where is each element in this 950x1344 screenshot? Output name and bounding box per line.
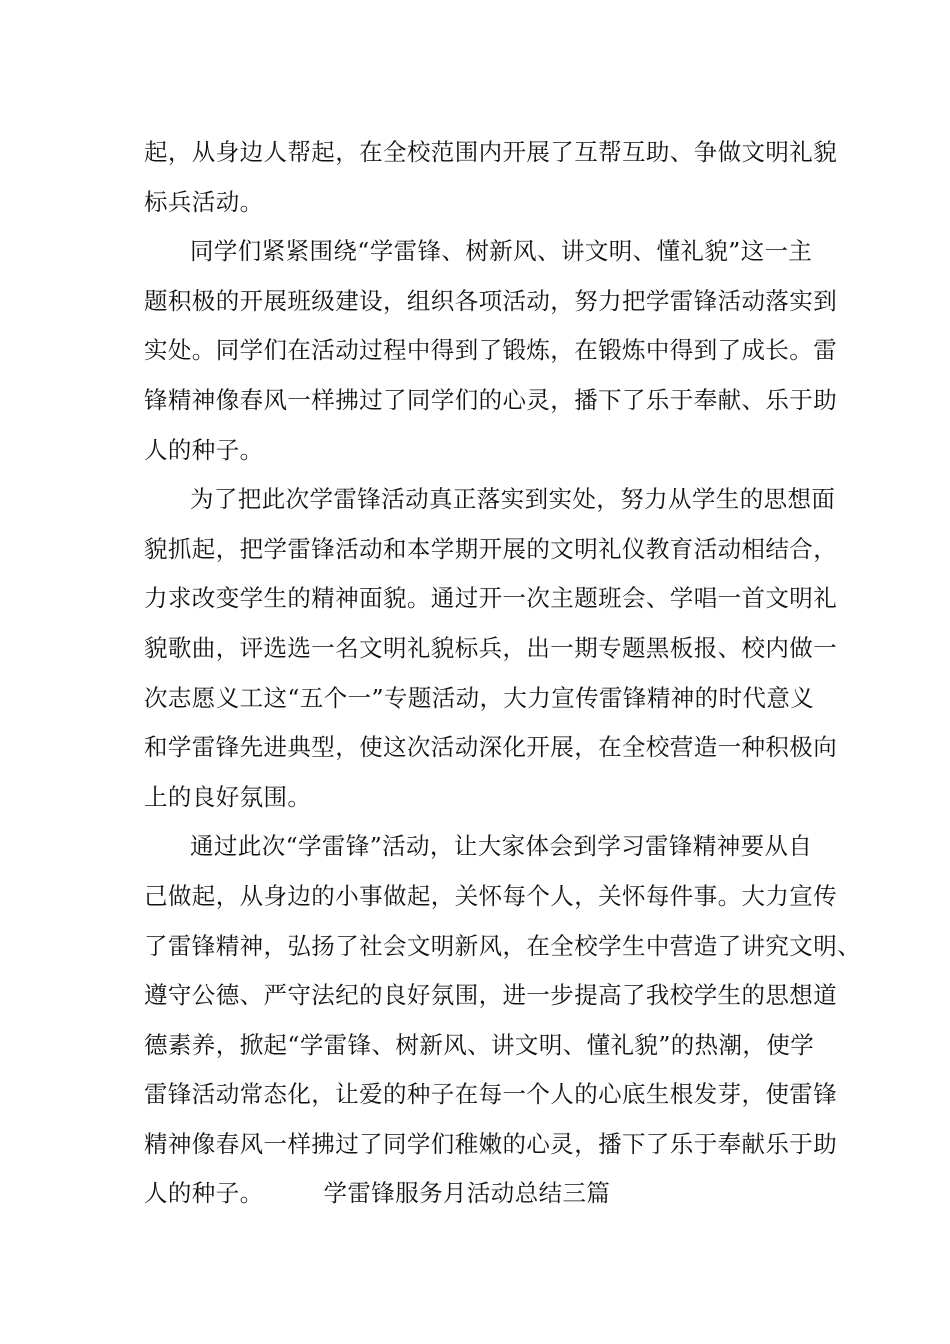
text-line: 同学们紧紧围绕“学雷锋、树新风、讲文明、懂礼貌”这一主 xyxy=(190,237,813,266)
text-line: 为了把此次学雷锋活动真正落实到实处，努力从学生的思想面 xyxy=(190,485,836,514)
text-line: 和学雷锋先进典型，使这次活动深化开展，在全校营造一种积极向 xyxy=(144,733,838,762)
next-section-title: 学雷锋服务月活动总结三篇 xyxy=(323,1179,611,1208)
paragraph-4 xyxy=(144,822,861,1219)
text-line: 精神像春风一样拂过了同学们稚嫩的心灵，播下了乐于奉献乐于助 xyxy=(144,1129,838,1158)
text-line: 上的良好氛围。 xyxy=(144,782,312,811)
text-line: 德素养，掀起“学雷锋、树新风、讲文明、懂礼貌”的热潮，使学 xyxy=(144,1030,815,1059)
paragraph-1 xyxy=(144,128,838,227)
text-line: 实处。同学们在活动过程中得到了锻炼，在锻炼中得到了成长。雷 xyxy=(144,336,838,365)
text-line-final xyxy=(144,1169,834,1219)
text-line: 人的种子。 xyxy=(144,435,264,464)
text-line: 遵守公德、严守法纪的良好氛围，进一步提高了我校学生的思想道 xyxy=(144,981,838,1010)
text-line: 通过此次“学雷锋”活动，让大家体会到学习雷锋精神要从自 xyxy=(190,832,813,861)
paragraph-2 xyxy=(144,227,838,475)
text-line: 雷锋活动常态化，让爱的种子在每一个人的心底生根发芽，使雷锋 xyxy=(144,1080,838,1109)
text-line: 次志愿义工这“五个一”专题活动，大力宣传雷锋精神的时代意义 xyxy=(144,683,815,712)
text-line: 题积极的开展班级建设，组织各项活动，努力把学雷锋活动落实到 xyxy=(144,286,838,315)
text-line: 貌歌曲，评选选一名文明礼貌标兵，出一期专题黑板报、校内做一 xyxy=(144,633,838,662)
text-line: 力求改变学生的精神面貌。通过开一次主题班会、学唱一首文明礼 xyxy=(144,584,838,613)
text-line: 貌抓起，把学雷锋活动和本学期开展的文明礼仪教育活动相结合， xyxy=(144,534,838,563)
text-line: 起，从身边人帮起，在全校范围内开展了互帮互助、争做文明礼貌 xyxy=(144,138,838,166)
paragraph-end-text: 人的种子。 xyxy=(144,1179,264,1208)
text-line: 锋精神像春风一样拂过了同学们的心灵，播下了乐于奉献、乐于助 xyxy=(144,385,838,414)
paragraph-3 xyxy=(144,475,838,822)
text-line: 标兵活动。 xyxy=(144,187,264,216)
document-body xyxy=(144,128,861,1219)
text-line: 己做起，从身边的小事做起，关怀每个人，关怀每件事。大力宣传 xyxy=(144,881,838,910)
text-line: 了雷锋精神，弘扬了社会文明新风，在全校学生中营造了讲究文明、 xyxy=(144,931,861,960)
